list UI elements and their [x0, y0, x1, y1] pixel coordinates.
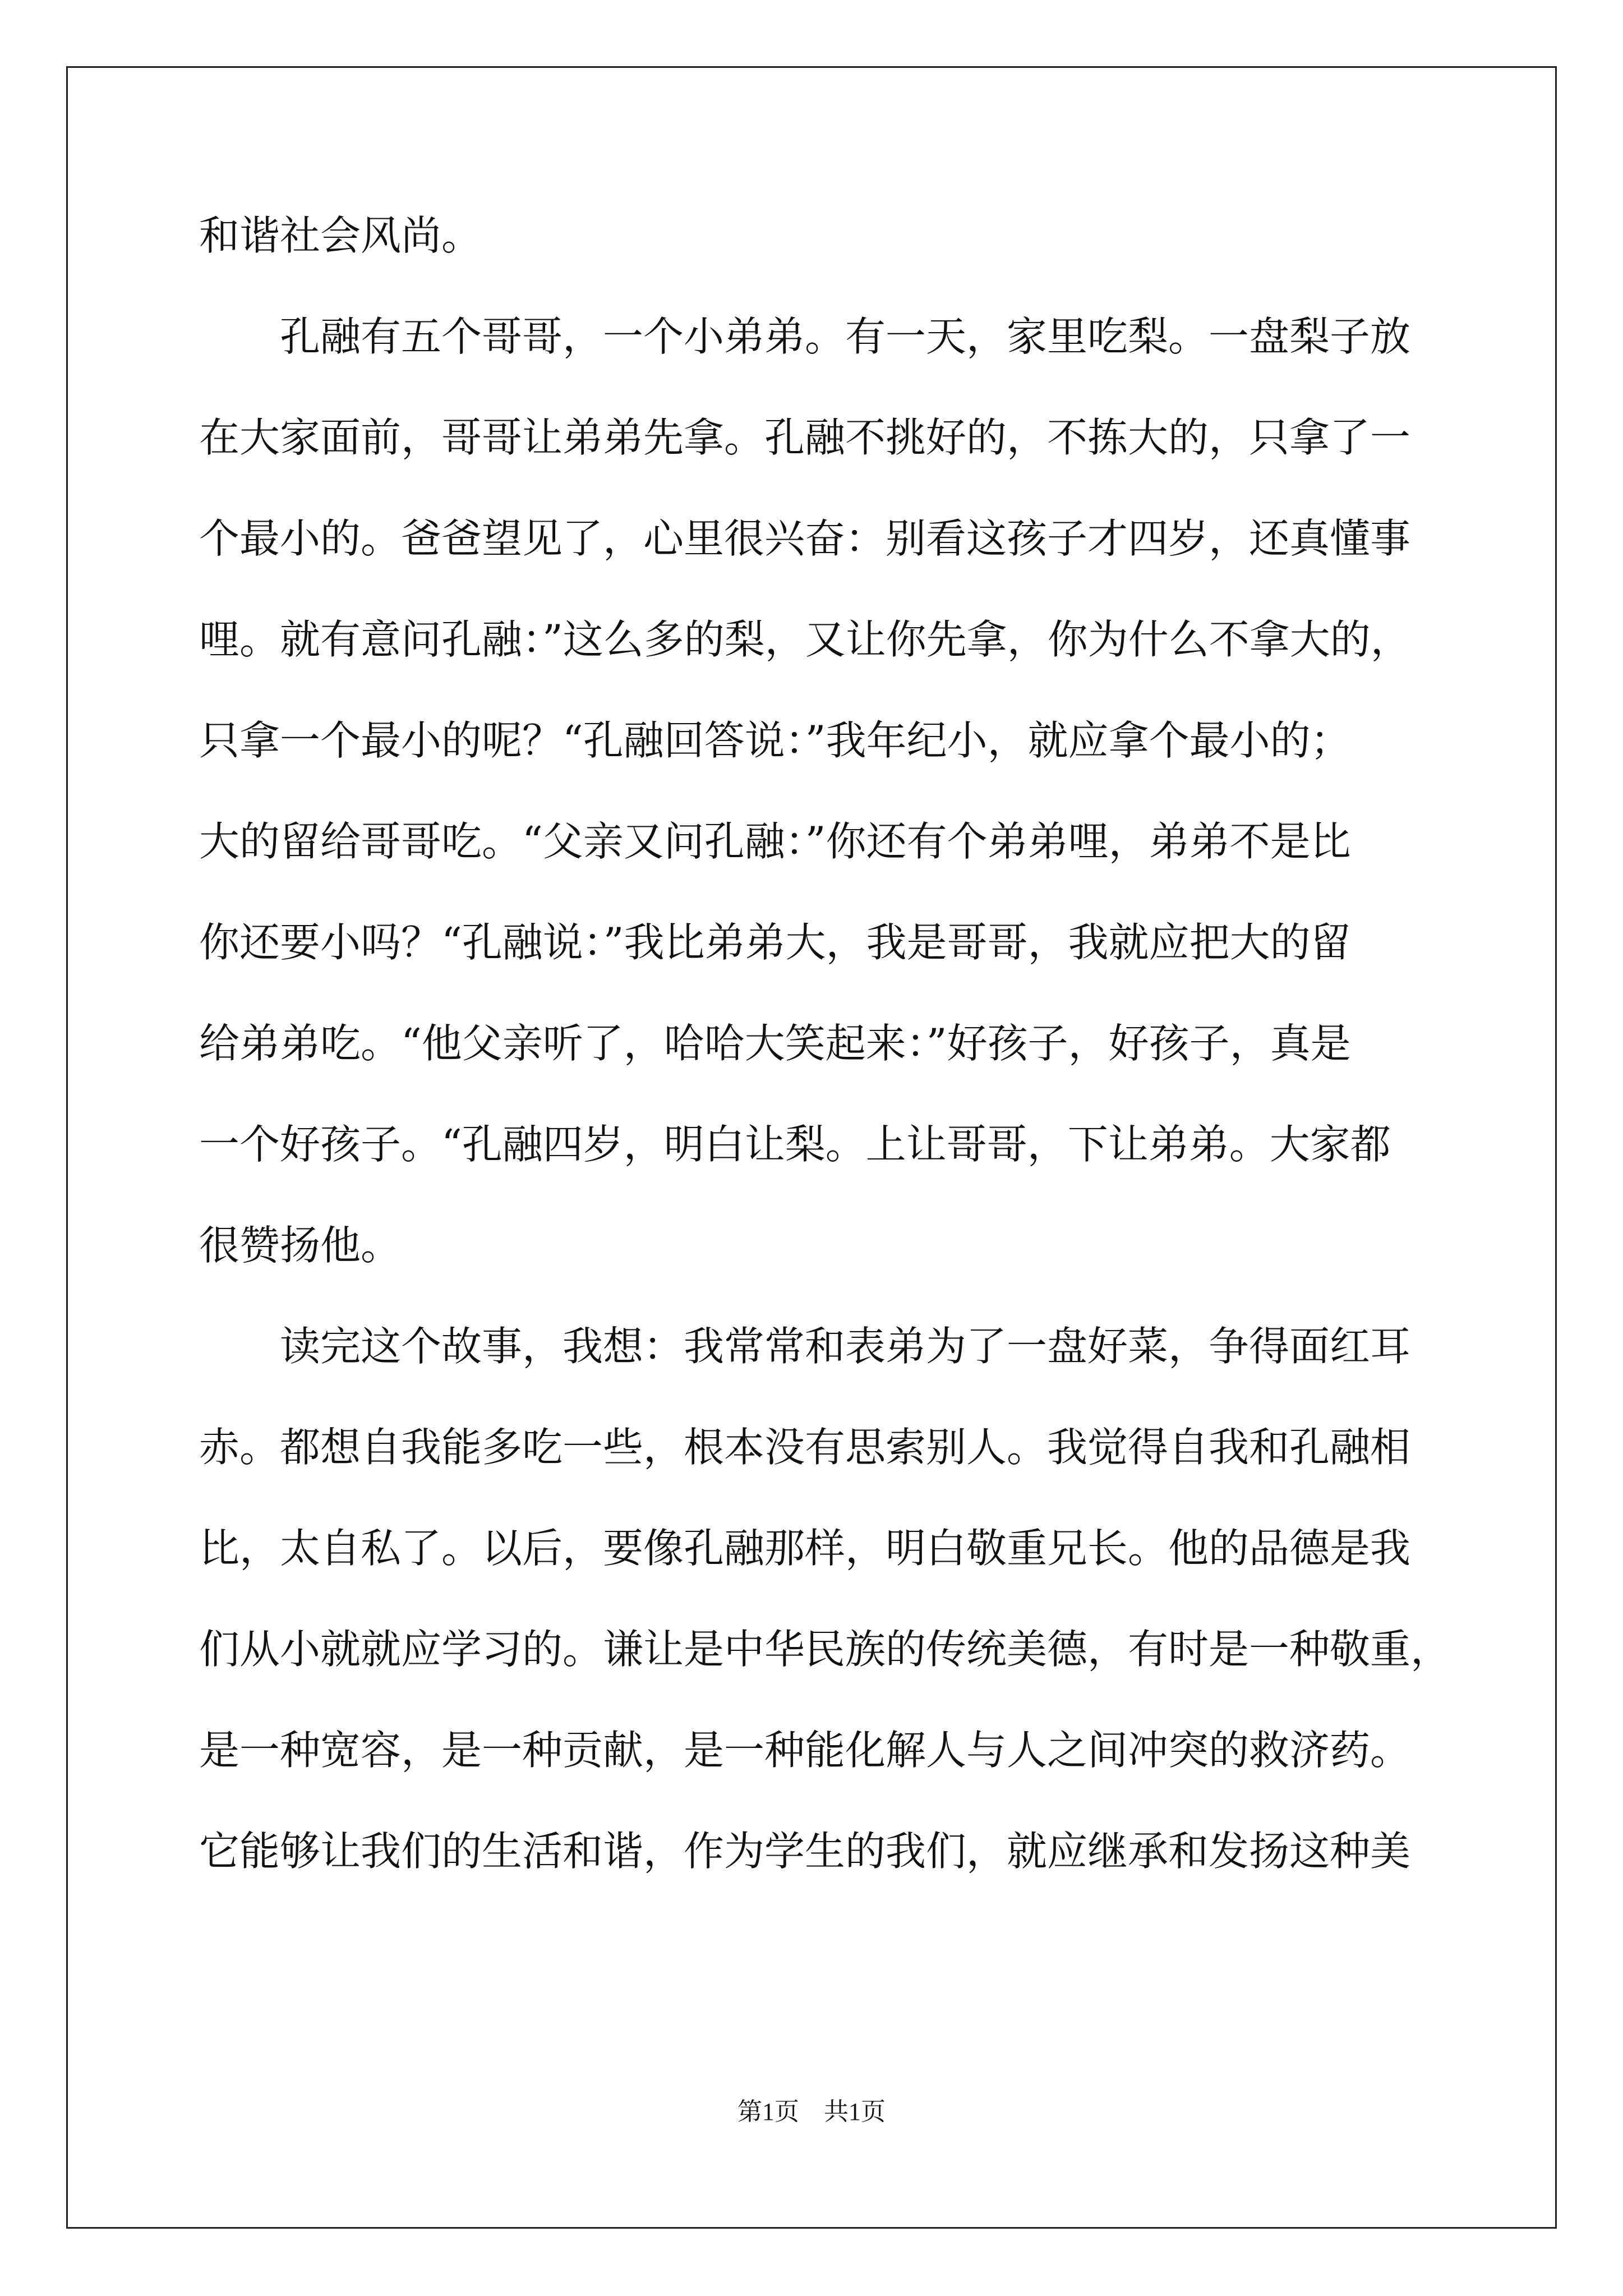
text-line: 你还要小吗？“孔融说：”我比弟弟大，我是哥哥，我就应把大的留: [199, 919, 1351, 966]
text-line: 个最小的。爸爸望见了，心里很兴奋：别看这孩子才四岁，还真懂事: [199, 515, 1411, 562]
text-line: 很赞扬他。: [199, 1222, 402, 1269]
text-line: 在大家面前，哥哥让弟弟先拿。孔融不挑好的，不拣大的，只拿了一: [199, 414, 1411, 461]
text-line: 只拿一个最小的呢？“孔融回答说：”我年纪小，就应拿个最小的；: [199, 717, 1351, 764]
text-line: 是一种宽容，是一种贡献，是一种能化解人与人之间冲突的救济药。: [199, 1727, 1411, 1774]
text-line: 比，太自私了。以后，要像孔融那样，明白敬重兄长。他的品德是我: [199, 1525, 1411, 1572]
page-footer: 第1页 共1页: [737, 2098, 886, 2125]
text-line: 赤。都想自我能多吃一些，根本没有思索别人。我觉得自我和孔融相: [199, 1424, 1411, 1471]
text-line: 它能够让我们的生活和谐，作为学生的我们，就应继承和发扬这种美: [199, 1828, 1411, 1875]
text-line: 一个好孩子。“孔融四岁，明白让梨。上让哥哥，下让弟弟。大家都: [199, 1121, 1391, 1168]
text-line: 给弟弟吃。“他父亲听了，哈哈大笑起来：”好孩子，好孩子，真是: [199, 1020, 1351, 1067]
text-line: 们从小就就应学习的。谦让是中华民族的传统美德，有时是一种敬重，: [199, 1626, 1451, 1673]
text-line: 和谐社会风尚。: [199, 212, 482, 259]
document-body: [199, 212, 1451, 1930]
text-line: 大的留给哥哥吃。“父亲又问孔融：”你还有个弟弟哩，弟弟不是比: [199, 818, 1351, 865]
text-line: 哩。就有意问孔融：”这么多的梨，又让你先拿，你为什么不拿大的，: [199, 616, 1411, 663]
text-line: 读完这个故事，我想：我常常和表弟为了一盘好菜，争得面红耳: [199, 1323, 1411, 1370]
text-line: 孔融有五个哥哥，一个小弟弟。有一天，家里吃梨。一盘梨子放: [199, 313, 1411, 360]
